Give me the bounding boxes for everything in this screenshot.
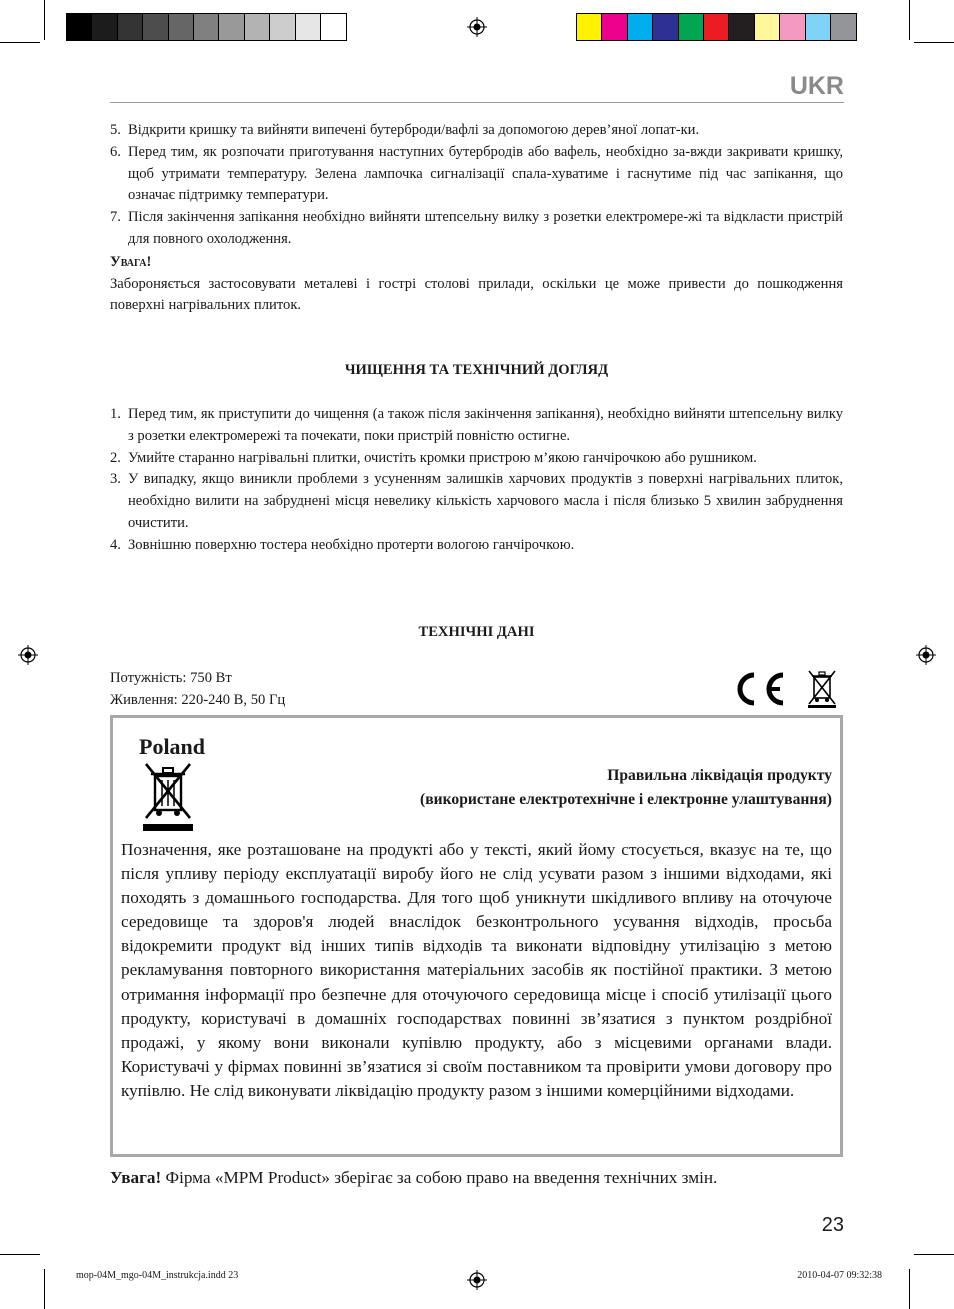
steps-top-section bbox=[110, 120, 843, 317]
crop-mark bbox=[909, 1269, 910, 1309]
color-swatch bbox=[296, 14, 321, 40]
gray-swatch-bar bbox=[66, 13, 347, 41]
disposal-title bbox=[420, 764, 832, 812]
list-item bbox=[110, 207, 843, 251]
step-number: 6. bbox=[110, 143, 121, 160]
color-swatch bbox=[806, 14, 831, 40]
footer-date: 2010-04-07 09:32:38 bbox=[797, 1270, 882, 1281]
list-item bbox=[110, 448, 843, 470]
color-swatch bbox=[169, 14, 194, 40]
crop-mark bbox=[0, 1254, 40, 1255]
weee-bin-icon bbox=[806, 668, 838, 708]
color-swatch-bar bbox=[576, 13, 857, 41]
header-divider bbox=[110, 102, 844, 103]
crop-mark bbox=[44, 0, 45, 40]
step-text: Відкрити кришку та вийняти випечені бутерброди/вафлі за допомогою дерев’яної лопат-ки. bbox=[128, 122, 700, 138]
step-text: Після закінчення запікання необхідно вийняти штепсельну вилку з розетки електромере-жі та відкласти пристрій для повного охолодження. bbox=[128, 209, 843, 247]
color-swatch bbox=[704, 14, 729, 40]
list-item bbox=[110, 120, 843, 142]
color-swatch bbox=[67, 14, 92, 40]
color-swatch bbox=[628, 14, 653, 40]
supply-spec: Живлення: 220-240 В, 50 Гц bbox=[110, 691, 286, 708]
step-number: 5. bbox=[110, 122, 121, 138]
color-swatch bbox=[577, 14, 602, 40]
color-swatch bbox=[729, 14, 754, 40]
color-swatch bbox=[194, 14, 219, 40]
registration-mark-icon bbox=[18, 645, 38, 665]
color-swatch bbox=[270, 14, 295, 40]
color-swatch bbox=[92, 14, 117, 40]
registration-mark-icon bbox=[916, 645, 936, 665]
page-number: 23 bbox=[821, 1214, 844, 1236]
crop-mark bbox=[0, 42, 40, 43]
final-note-label: Увага! bbox=[110, 1168, 162, 1187]
color-swatch bbox=[143, 14, 168, 40]
color-swatch bbox=[118, 14, 143, 40]
step-number: 3. bbox=[110, 471, 121, 488]
disposal-paragraph: Позначення, яке розташоване на продукті або у тексті, який йому стосується, вказує на те, що після упливу періоду експлуатації виробу його не слід усувати разом з іншими відходами, які походять з домашнього господарства. Для того щоб уникнути шкідливого впливу на оточуюче середовище та здоров'я людей внаслідок безконтрольного усування відходів, просьба відокремити продукт від інших типів відходів та виконати відповідну утилізацію з метою рекламування повторного використання матеріальних засобів як постійної практики. З метою отримання інформації про безпечне для оточуючого середовища місце і спосіб утилізації цього продукту, користувачі в домашніх господарствах повинні зв’язатися з пунктом роздрібної продажі, у якому вони виконали купівлю продукту, або з місцевими органами влади. Користувачі у фірмах повинні зв’язатися зі своїм поставником та провірити умови договору про купівлю. Не слід виконувати ліквідацію продукту разом з іншими комерційними відходами. bbox=[121, 840, 832, 1100]
color-swatch bbox=[321, 14, 346, 40]
color-swatch bbox=[679, 14, 704, 40]
color-swatch bbox=[602, 14, 627, 40]
color-swatch bbox=[653, 14, 678, 40]
list-item bbox=[110, 142, 843, 207]
country-label: Poland bbox=[139, 734, 206, 759]
tech-heading: ТЕХНІЧНІ ДАНІ bbox=[418, 624, 535, 640]
list-item bbox=[110, 535, 843, 557]
weee-bin-icon bbox=[143, 760, 193, 832]
step-number: 1. bbox=[110, 406, 121, 422]
list-item bbox=[110, 404, 843, 448]
language-code: UKR bbox=[789, 72, 844, 100]
final-note bbox=[110, 1168, 843, 1188]
crop-mark bbox=[44, 1269, 45, 1309]
step-text: Перед тим, як приступити до чищення (а також після закінчення запікання), необхідно вийняти штепсельну вилку з розетки електромережі та почекати, поки пристрій повністю остигне. bbox=[128, 406, 843, 444]
crop-mark bbox=[909, 0, 910, 40]
step-number: 4. bbox=[110, 536, 121, 553]
ce-mark-icon bbox=[728, 670, 788, 708]
cleaning-steps-list bbox=[110, 404, 843, 557]
disposal-box bbox=[110, 715, 843, 1157]
color-swatch bbox=[831, 14, 856, 40]
list-item bbox=[110, 469, 843, 534]
final-note-text: Фірма «MPM Product» зберігає за собою право на введення технічних змін. bbox=[161, 1168, 718, 1187]
footer-file: mop-04M_mgo-04M_instrukcja.indd 23 bbox=[76, 1270, 239, 1281]
crop-mark bbox=[914, 42, 954, 43]
cleaning-heading: ЧИЩЕННЯ ТА ТЕХНІЧНИЙ ДОГЛЯД bbox=[344, 362, 609, 378]
step-text: Умийте старанно нагрівальні плитки, очистіть кромки пристрою м’якою ганчірочкою або рушником. bbox=[128, 449, 757, 466]
color-swatch bbox=[245, 14, 270, 40]
step-number: 2. bbox=[110, 449, 121, 466]
step-text: Зовнішню поверхню тостера необхідно протерти вологою ганчірочкою. bbox=[128, 536, 575, 553]
steps-top-list bbox=[110, 120, 843, 251]
registration-mark-icon bbox=[467, 17, 487, 37]
cleaning-section bbox=[110, 404, 843, 557]
color-swatch bbox=[780, 14, 805, 40]
step-text: Перед тим, як розпочати приготування наступних бутербродів або вафель, необхідно за-вжди закривати кришку, щоб утримати температуру. Зелена лампочка сигналізації спала-хуватиме і гаснутиме під час запікання, що означає підтримку температури. bbox=[128, 143, 843, 204]
color-swatch bbox=[219, 14, 244, 40]
disposal-title-line: (використане електротехнічне і електронне улаштування) bbox=[420, 791, 832, 808]
warning-text: Забороняється застосовувати металеві і гострі столові прилади, оскільки це може привести до пошкодження поверхні нагрівальних плиток. bbox=[110, 275, 843, 314]
color-swatch bbox=[755, 14, 780, 40]
registration-mark-icon bbox=[467, 1270, 487, 1290]
disposal-title-line: Правильна ліквідація продукту bbox=[607, 767, 832, 784]
power-spec: Потужність: 750 Вт bbox=[110, 670, 232, 686]
step-text: У випадку, якщо виникли проблеми з усуненням залишків харчових продуктів з поверхні нагрівальних плиток, необхідно вилити на забруднені місця невелику кількість харчового масла і після близько 5 хвилин забруднення очистити. bbox=[128, 471, 843, 531]
warning-title: Увага! bbox=[110, 253, 152, 270]
crop-mark bbox=[914, 1254, 954, 1255]
step-number: 7. bbox=[110, 209, 121, 226]
